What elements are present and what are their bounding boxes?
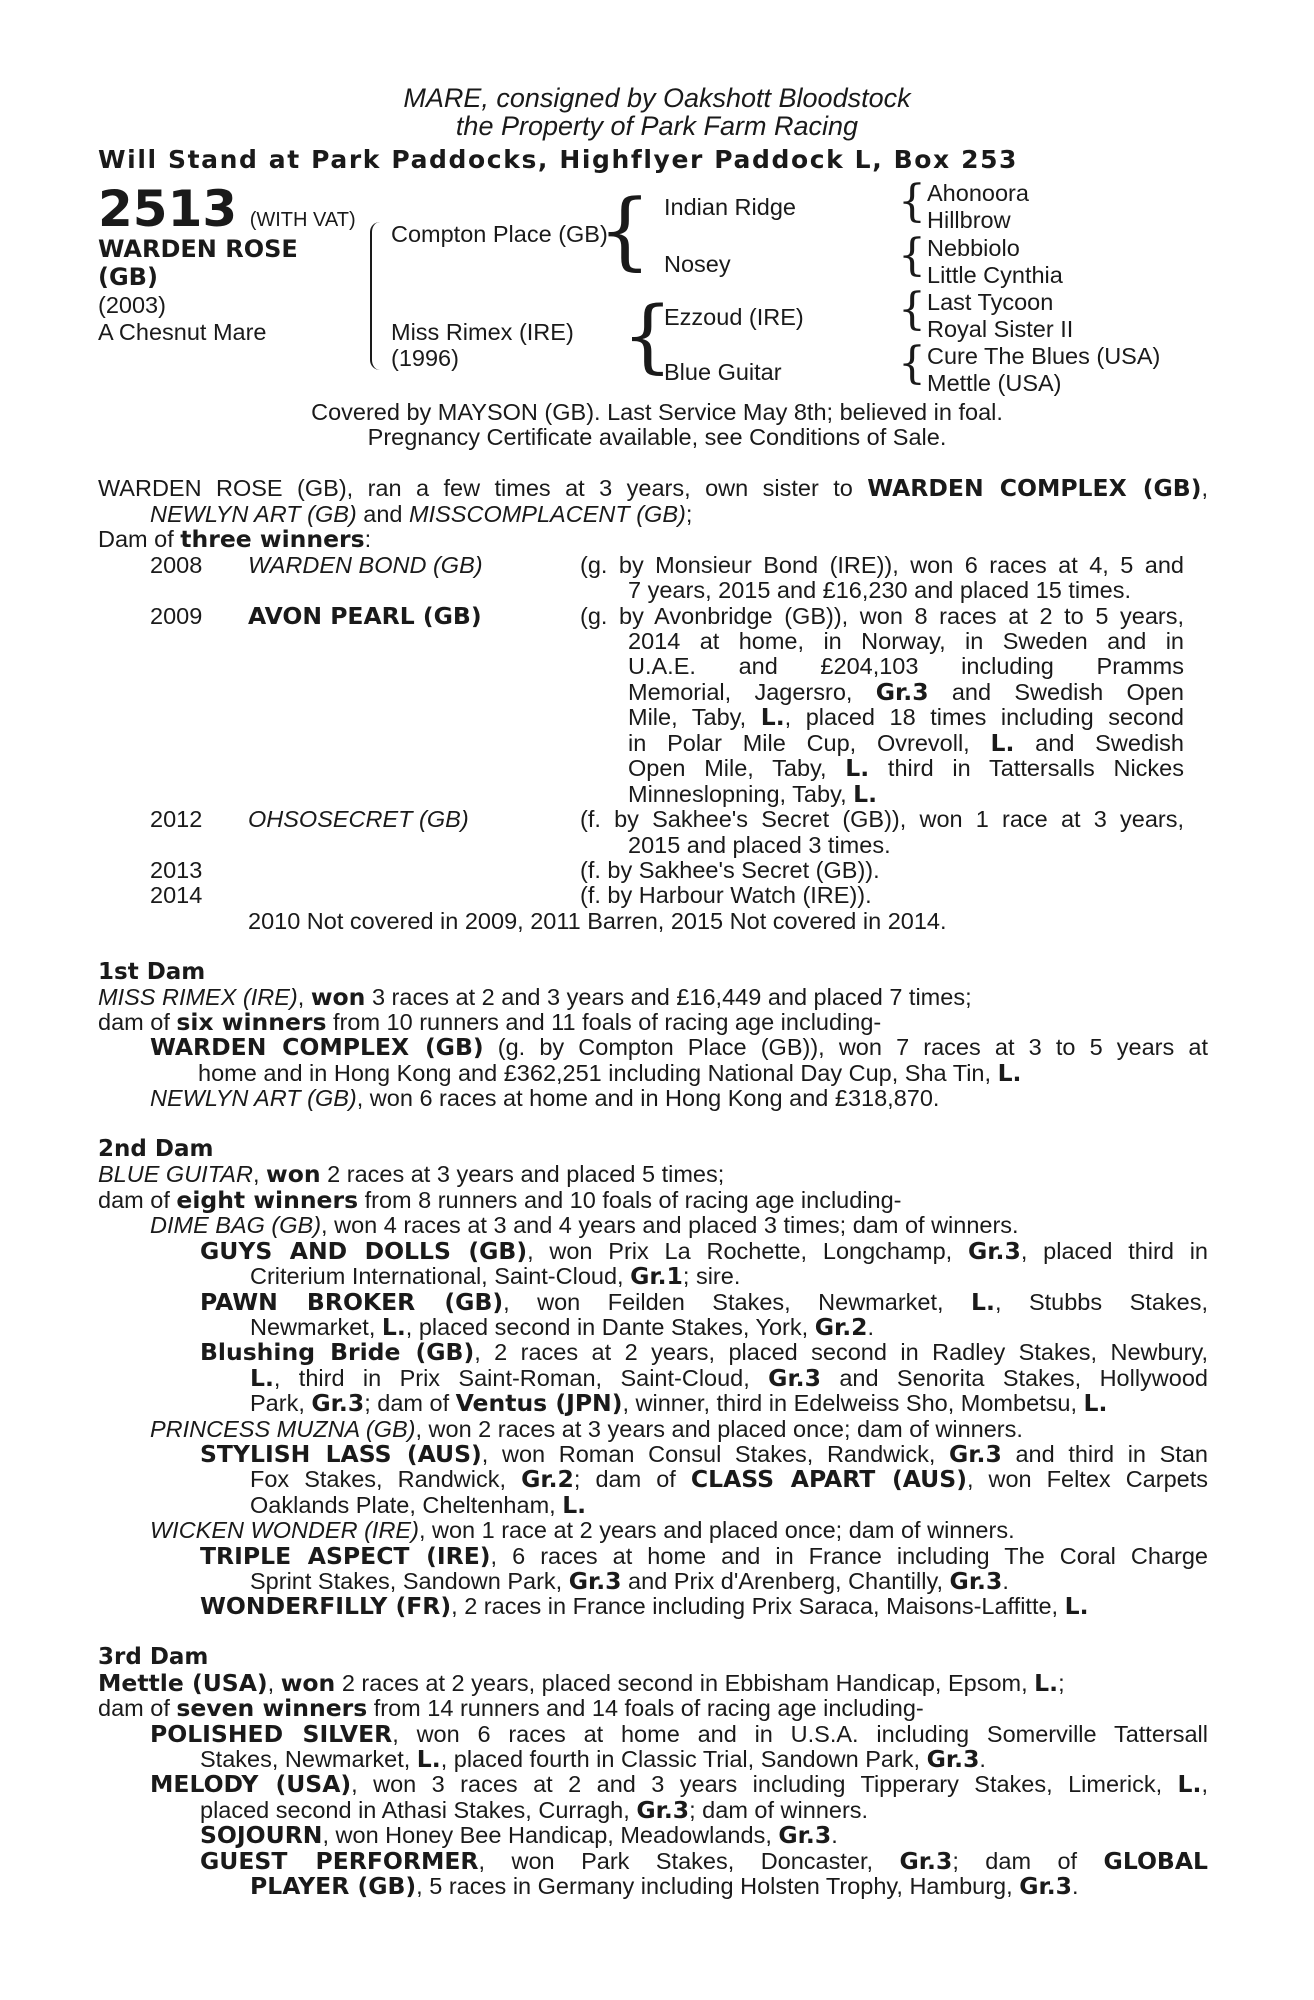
- lot-number: 2513: [98, 180, 238, 238]
- lot-number-row: [98, 181, 356, 237]
- second-dam-l5: Criterium International, Saint-Cloud, Gr.1; sire.: [250, 1262, 741, 1290]
- produce-2013-l1: (f. by Sakhee's Secret (GB)).: [580, 857, 880, 883]
- grandparent-4: Little Cynthia: [927, 262, 1063, 288]
- produce-2012-l2: 2015 and placed 3 times.: [628, 832, 891, 858]
- produce-year-2014: 2014: [150, 882, 203, 908]
- vat-note: (WITH VAT): [249, 209, 356, 231]
- third-dam-l6: placed second in Athasi Stakes, Curragh, Gr.3; dam of winners.: [200, 1796, 869, 1824]
- second-dam-l8: Blushing Bride (GB), 2 races at 2 years, placed second in Radley Stakes, Newbury,: [200, 1338, 1208, 1366]
- grandparent-2: Hillbrow: [927, 207, 1011, 233]
- sire-sire: Indian Ridge: [664, 194, 796, 220]
- second-dam-l12: STYLISH LASS (AUS), won Roman Consul Stakes, Randwick, Gr.3 and third in Stan: [200, 1440, 1208, 1468]
- third-dam-l4: Stakes, Newmarket, L., placed fourth in Classic Trial, Sandown Park, Gr.3.: [200, 1745, 986, 1773]
- produce-name-2009: AVON PEARL (GB): [248, 602, 482, 630]
- produce-2009-l7: Open Mile, Taby, L. third in Tattersalls Nickes: [628, 754, 1184, 782]
- g-brace-3: {: [898, 284, 926, 335]
- third-dam-l2: dam of seven winners from 14 runners and 14 foals of racing age including-: [98, 1694, 924, 1722]
- produce-2008-l1: (g. by Monsieur Bond (IRE)), won 6 races at 4, 5 and: [580, 552, 1184, 578]
- second-dam-l10: Park, Gr.3; dam of Ventus (JPN), winner, third in Edelweiss Sho, Mombetsu, L.: [250, 1389, 1108, 1417]
- dam-year: (1996): [391, 345, 459, 371]
- produce-year-2013: 2013: [150, 857, 203, 883]
- intro-line-3: Dam of three winners:: [98, 525, 372, 553]
- third-dam-l3: POLISHED SILVER, won 6 races at home and in U.S.A. including Somerville Tattersall: [150, 1720, 1208, 1748]
- grandparent-1: Ahonoora: [927, 180, 1029, 206]
- stand-location: Will Stand at Park Paddocks, Highflyer Paddock L, Box 253: [98, 145, 1019, 174]
- intro-line-1: WARDEN ROSE (GB), ran a few times at 3 years, own sister to WARDEN COMPLEX (GB),: [98, 474, 1208, 502]
- produce-2009-l8: Minneslopning, Taby, L.: [628, 780, 878, 808]
- g-brace-1: {: [898, 176, 926, 227]
- produce-2008-l2: 7 years, 2015 and £16,230 and placed 15 times.: [628, 577, 1132, 603]
- second-dam-l4: GUYS AND DOLLS (GB), won Prix La Rochette, Longchamp, Gr.3, placed third in: [200, 1237, 1208, 1265]
- second-dam-l2: dam of eight winners from 8 runners and 10 foals of racing age including-: [98, 1186, 902, 1214]
- grandparent-6: Royal Sister II: [927, 316, 1074, 342]
- horse-description: A Chesnut Mare: [98, 319, 267, 345]
- first-dam-l4: home and in Hong Kong and £362,251 including National Day Cup, Sha Tin, L.: [198, 1059, 1022, 1087]
- produce-name-2008: WARDEN BOND (GB): [248, 552, 483, 578]
- grandparent-7: Cure The Blues (USA): [927, 343, 1161, 369]
- first-dam-l3: WARDEN COMPLEX (GB) (g. by Compton Place (GB)), won 7 races at 3 to 5 years at: [150, 1033, 1208, 1061]
- dam-dam: Blue Guitar: [664, 359, 782, 385]
- produce-note: 2010 Not covered in 2009, 2011 Barren, 2015 Not covered in 2014.: [248, 908, 947, 934]
- second-dam-l16: TRIPLE ASPECT (IRE), 6 races at home and in France including The Coral Charge: [200, 1542, 1208, 1570]
- covered-note: Covered by MAYSON (GB). Last Service May 8th; believed in foal.: [311, 399, 1003, 425]
- produce-2009-l3: U.A.E. and £204,103 including Pramms: [628, 653, 1184, 679]
- dam-sire: Ezzoud (IRE): [664, 304, 804, 330]
- pedigree-main-bracket: [370, 222, 382, 370]
- third-dam-l9: PLAYER (GB), 5 races in Germany including Holsten Trophy, Hamburg, Gr.3.: [250, 1872, 1079, 1900]
- produce-2012-l1: (f. by Sakhee's Secret (GB)), won 1 race at 3 years,: [580, 806, 1184, 832]
- sire-dam: Nosey: [664, 251, 731, 277]
- g-brace-4: {: [898, 338, 926, 389]
- produce-2009-l2: 2014 at home, in Norway, in Sweden and in: [628, 628, 1184, 654]
- second-dam-l9: L., third in Prix Saint-Roman, Saint-Cloud, Gr.3 and Senorita Stakes, Hollywood: [250, 1364, 1208, 1392]
- consignor-line: MARE, consigned by Oakshott Bloodstock: [403, 83, 911, 113]
- third-dam-l5: MELODY (USA), won 3 races at 2 and 3 years including Tipperary Stakes, Limerick, L.,: [150, 1770, 1208, 1798]
- sire-brace: {: [598, 181, 652, 279]
- second-dam-l18: WONDERFILLY (FR), 2 races in France including Prix Saraca, Maisons-Laffitte, L.: [200, 1592, 1089, 1620]
- second-dam-l1: BLUE GUITAR, won 2 races at 3 years and placed 5 times;: [98, 1160, 725, 1188]
- first-dam-l5: NEWLYN ART (GB), won 6 races at home and in Hong Kong and £318,870.: [150, 1085, 940, 1111]
- produce-year-2012: 2012: [150, 806, 203, 832]
- grandparent-8: Mettle (USA): [927, 370, 1062, 396]
- produce-2009-l6: in Polar Mile Cup, Ovrevoll, L. and Swedish: [628, 729, 1184, 757]
- intro-line-2: NEWLYN ART (GB) and MISSCOMPLACENT (GB);: [150, 501, 693, 527]
- second-dam-l3: DIME BAG (GB), won 4 races at 3 and 4 years and placed 3 times; dam of winners.: [150, 1212, 1019, 1238]
- third-dam-l1: Mettle (USA), won 2 races at 2 years, placed second in Ebbisham Handicap, Epsom, L.;: [98, 1669, 1065, 1697]
- third-dam-l7: SOJOURN, won Honey Bee Handicap, Meadowlands, Gr.3.: [200, 1821, 838, 1849]
- produce-2014-l1: (f. by Harbour Watch (IRE)).: [580, 882, 872, 908]
- third-dam-l8: GUEST PERFORMER, won Park Stakes, Doncaster, Gr.3; dam of GLOBAL: [200, 1847, 1209, 1875]
- pregnancy-note: Pregnancy Certificate available, see Conditions of Sale.: [367, 424, 947, 450]
- second-dam-l7: Newmarket, L., placed second in Dante Stakes, York, Gr.2.: [250, 1313, 875, 1341]
- produce-2009-l4: Memorial, Jagersro, Gr.3 and Swedish Open: [628, 678, 1184, 706]
- grandparent-3: Nebbiolo: [927, 235, 1020, 261]
- produce-2009-l5: Mile, Taby, L., placed 18 times including second: [628, 703, 1184, 731]
- first-dam-l2: dam of six winners from 10 runners and 11 foals of racing age including-: [98, 1008, 882, 1036]
- second-dam-l6: PAWN BROKER (GB), won Feilden Stakes, Newmarket, L., Stubbs Stakes,: [200, 1288, 1208, 1316]
- second-dam-l17: Sprint Stakes, Sandown Park, Gr.3 and Prix d'Arenberg, Chantilly, Gr.3.: [250, 1567, 1009, 1595]
- second-dam-l14: Oaklands Plate, Cheltenham, L.: [250, 1491, 587, 1519]
- produce-year-2009: 2009: [150, 603, 203, 629]
- dam: Miss Rimex (IRE): [391, 319, 574, 345]
- property-line: the Property of Park Farm Racing: [455, 111, 859, 141]
- second-dam-l11: PRINCESS MUZNA (GB), won 2 races at 3 years and placed once; dam of winners.: [150, 1416, 1023, 1442]
- third-dam-heading: 3rd Dam: [98, 1644, 209, 1670]
- second-dam-l15: WICKEN WONDER (IRE), won 1 race at 2 years and placed once; dam of winners.: [150, 1517, 1015, 1543]
- second-dam-l13: Fox Stakes, Randwick, Gr.2; dam of CLASS APART (AUS), won Feltex Carpets: [250, 1465, 1208, 1493]
- g-brace-2: {: [898, 230, 926, 281]
- foaling-year: (2003): [98, 292, 166, 318]
- sire: Compton Place (GB): [391, 221, 608, 247]
- second-dam-heading: 2nd Dam: [98, 1136, 214, 1162]
- grandparent-5: Last Tycoon: [927, 289, 1054, 315]
- produce-name-2012: OHSOSECRET (GB): [248, 806, 469, 832]
- horse-name-country: (GB): [98, 263, 158, 291]
- produce-2009-l1: (g. by Avonbridge (GB)), won 8 races at 2 to 5 years,: [580, 603, 1184, 629]
- horse-name: WARDEN ROSE: [98, 235, 298, 263]
- dam-brace: {: [622, 289, 673, 382]
- first-dam-l1: MISS RIMEX (IRE), won 3 races at 2 and 3 years and £16,449 and placed 7 times;: [98, 983, 972, 1011]
- first-dam-heading: 1st Dam: [98, 959, 206, 985]
- produce-year-2008: 2008: [150, 552, 203, 578]
